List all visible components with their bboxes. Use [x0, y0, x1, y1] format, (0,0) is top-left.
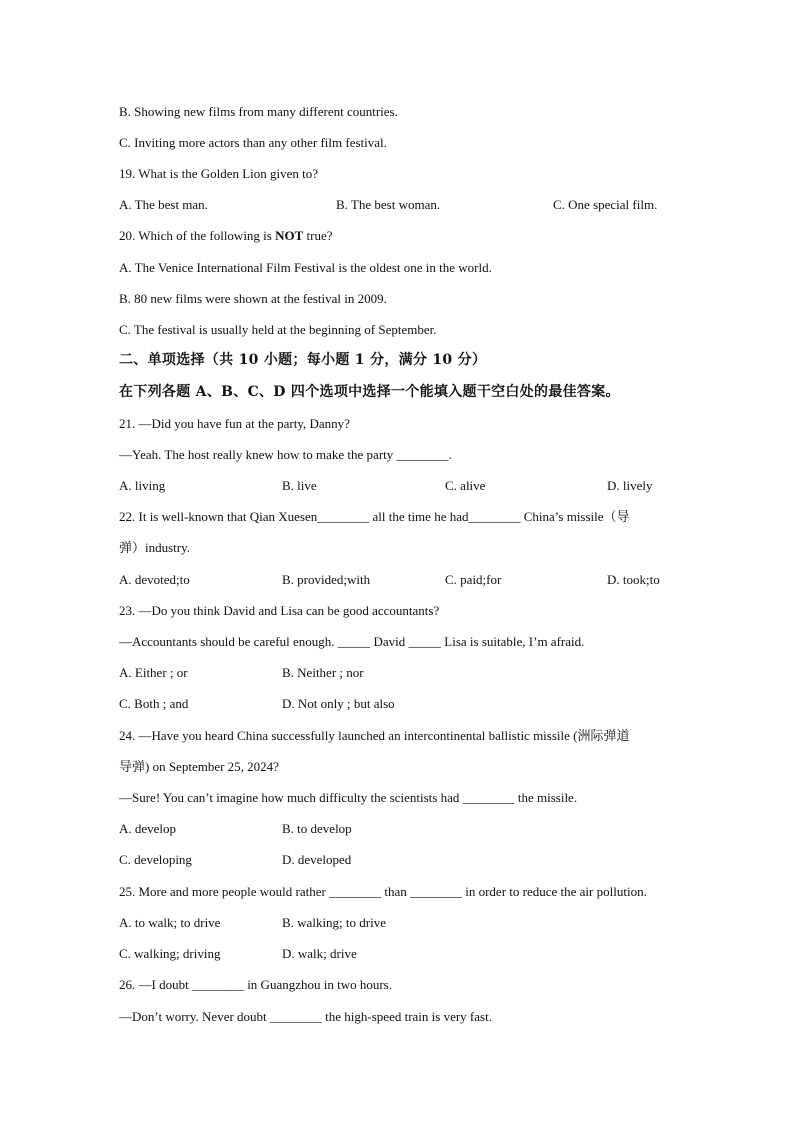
q20-stem-text-end: true?: [303, 228, 333, 243]
q20-option-a: A. The Venice International Film Festival is the oldest one in the world.: [119, 260, 492, 275]
q22-option-c: C. paid;for: [445, 572, 502, 587]
q20-option-c: C. The festival is usually held at the beginning of September.: [119, 322, 437, 337]
q22-option-a: A. devoted;to: [119, 572, 190, 587]
q24-line-2: 导弹) on September 25, 2024?: [119, 759, 279, 774]
q19-option-b: B. The best woman.: [336, 197, 441, 212]
q21-line-1: 21. —Did you have fun at the party, Danny?: [119, 416, 350, 431]
q26-line-1: 26. —I doubt ________ in Guangzhou in two hours.: [119, 977, 392, 992]
section-title: 二、单项选择（共 10 小题；每小题 1 分，满分 10 分）: [119, 352, 487, 368]
q25-option-a: A. to walk; to drive: [119, 915, 221, 930]
q23-line-1: 23. —Do you think David and Lisa can be good accountants?: [119, 603, 440, 618]
q24-line-3: —Sure! You can’t imagine how much difficulty the scientists had ________ the missile.: [119, 790, 578, 805]
q22-line-2: 弹）industry.: [119, 540, 191, 555]
q18-option-b: B. Showing new films from many different countries.: [119, 104, 398, 119]
q24-line-1: 24. —Have you heard China successfully launched an intercontinental ballistic missile (洲际弹道: [119, 728, 630, 743]
q21-option-d: D. lively: [607, 478, 653, 493]
section-instructions: 在下列各题 A、B、C、D 四个选项中选择一个能填入题干空白处的最佳答案。: [119, 384, 620, 400]
q22-option-b: B. provided;with: [282, 572, 371, 587]
q23-option-b: B. Neither ; nor: [282, 665, 364, 680]
q24-option-b: B. to develop: [282, 821, 352, 836]
q22-option-d: D. took;to: [607, 572, 660, 587]
q23-option-c: C. Both ; and: [119, 696, 189, 711]
q21-option-c: C. alive: [445, 478, 486, 493]
q25-option-d: D. walk; drive: [282, 946, 357, 961]
q24-option-d: D. developed: [282, 852, 352, 867]
q23-option-a: A. Either ; or: [119, 665, 188, 680]
q20-stem: [119, 228, 333, 244]
q26-line-2: —Don’t worry. Never doubt ________ the high-speed train is very fast.: [119, 1009, 492, 1024]
q21-option-b: B. live: [282, 478, 317, 493]
q23-line-2: —Accountants should be careful enough. _____ David _____ Lisa is suitable, I’m afraid.: [119, 634, 585, 649]
q18-option-c: C. Inviting more actors than any other film festival.: [119, 135, 387, 150]
q21-line-2: —Yeah. The host really knew how to make the party ________.: [119, 447, 452, 462]
q25-option-b: B. walking; to drive: [282, 915, 386, 930]
q22-line-1: 22. It is well-known that Qian Xuesen________ all the time he had________ China’s missile（导: [119, 509, 630, 524]
q23-option-d: D. Not only ; but also: [282, 696, 395, 711]
q25-option-c: C. walking; driving: [119, 946, 221, 961]
q20-option-b: B. 80 new films were shown at the festival in 2009.: [119, 291, 387, 306]
q21-option-a: A. living: [119, 478, 166, 493]
q25-line-1: 25. More and more people would rather ________ than ________ in order to reduce the air pollution.: [119, 884, 647, 899]
q20-stem-text: 20. Which of the following is: [119, 228, 276, 243]
q19-option-a: A. The best man.: [119, 197, 208, 212]
q24-option-c: C. developing: [119, 852, 192, 867]
q20-stem-emphasis: NOT: [275, 228, 304, 243]
q19-option-c: C. One special film.: [553, 197, 658, 212]
q19-stem: 19. What is the Golden Lion given to?: [119, 166, 319, 181]
q24-option-a: A. develop: [119, 821, 177, 836]
